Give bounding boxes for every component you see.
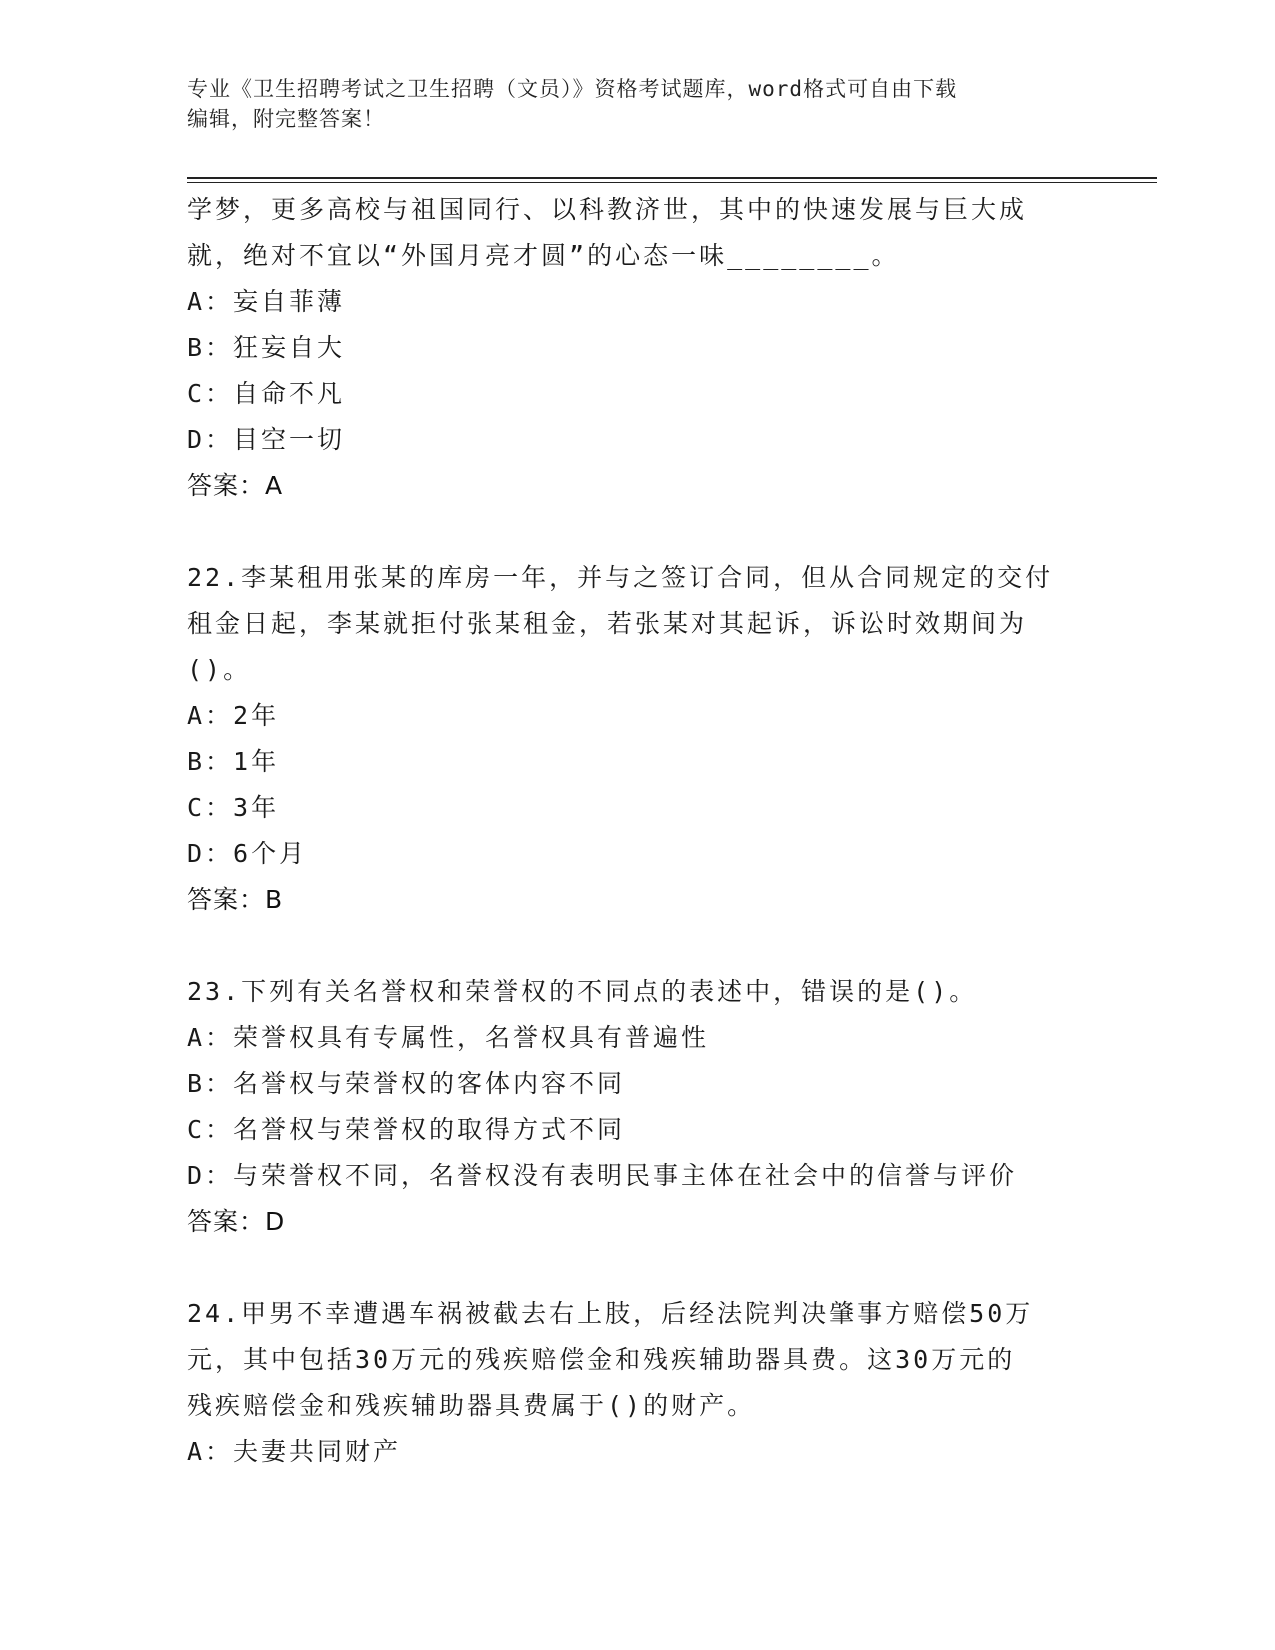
question-stem-line: 残疾赔偿金和残疾辅助器具费属于()的财产。 <box>187 1391 756 1420</box>
question-24 <box>187 1291 1087 1475</box>
answer: 答案：B <box>187 885 284 914</box>
question-22 <box>187 555 1087 923</box>
answer: 答案：D <box>187 1207 286 1236</box>
option-a: A：2年 <box>187 701 280 730</box>
header-divider-thin <box>187 182 1157 183</box>
question-list <box>187 187 1087 1475</box>
question-stem-line: 23.下列有关名誉权和荣誉权的不同点的表述中，错误的是()。 <box>187 977 978 1006</box>
question-gap <box>187 1245 1087 1291</box>
question-stem-line: 22.李某租用张某的库房一年，并与之签订合同，但从合同规定的交付 <box>187 563 1054 592</box>
option-d: D：目空一切 <box>187 425 346 454</box>
option-a: A：妄自菲薄 <box>187 287 346 316</box>
question-stem-line: 元，其中包括30万元的残疾赔偿金和残疾辅助器具费。这30万元的 <box>187 1345 1016 1374</box>
question-gap <box>187 509 1087 555</box>
question-stem-line: 就，绝对不宜以“外国月亮才圆”的心态一味________。 <box>187 241 900 270</box>
option-c: C：名誉权与荣誉权的取得方式不同 <box>187 1115 626 1144</box>
option-b: B：1年 <box>187 747 280 776</box>
option-d: D：与荣誉权不同，名誉权没有表明民事主体在社会中的信誉与评价 <box>187 1161 1018 1190</box>
question-stem-line: 学梦，更多高校与祖国同行、以科教济世，其中的快速发展与巨大成 <box>187 195 1028 224</box>
option-a: A：荣誉权具有专属性，名誉权具有普遍性 <box>187 1023 710 1052</box>
option-b: B：名誉权与荣誉权的客体内容不同 <box>187 1069 626 1098</box>
option-a: A：夫妻共同财产 <box>187 1437 402 1466</box>
answer: 答案：A <box>187 471 284 500</box>
page-header <box>187 74 1087 134</box>
question-gap <box>187 923 1087 969</box>
option-c: C：自命不凡 <box>187 379 346 408</box>
question-stem-line: 租金日起，李某就拒付张某租金，若张某对其起诉，诉讼时效期间为 <box>187 609 1028 638</box>
option-c: C：3年 <box>187 793 280 822</box>
question-23 <box>187 969 1087 1245</box>
question-stem-line: ()。 <box>187 655 252 684</box>
option-d: D：6个月 <box>187 839 308 868</box>
header-line-1: 专业《卫生招聘考试之卫生招聘（文员）》资格考试题库，word格式可自由下载 <box>187 77 958 101</box>
header-divider-thick <box>187 177 1157 179</box>
question-stem-line: 24.甲男不幸遭遇车祸被截去右上肢，后经法院判决肇事方赔偿50万 <box>187 1299 1034 1328</box>
option-b: B：狂妄自大 <box>187 333 346 362</box>
question-21 <box>187 187 1087 509</box>
header-line-2: 编辑，附完整答案！ <box>187 107 385 131</box>
